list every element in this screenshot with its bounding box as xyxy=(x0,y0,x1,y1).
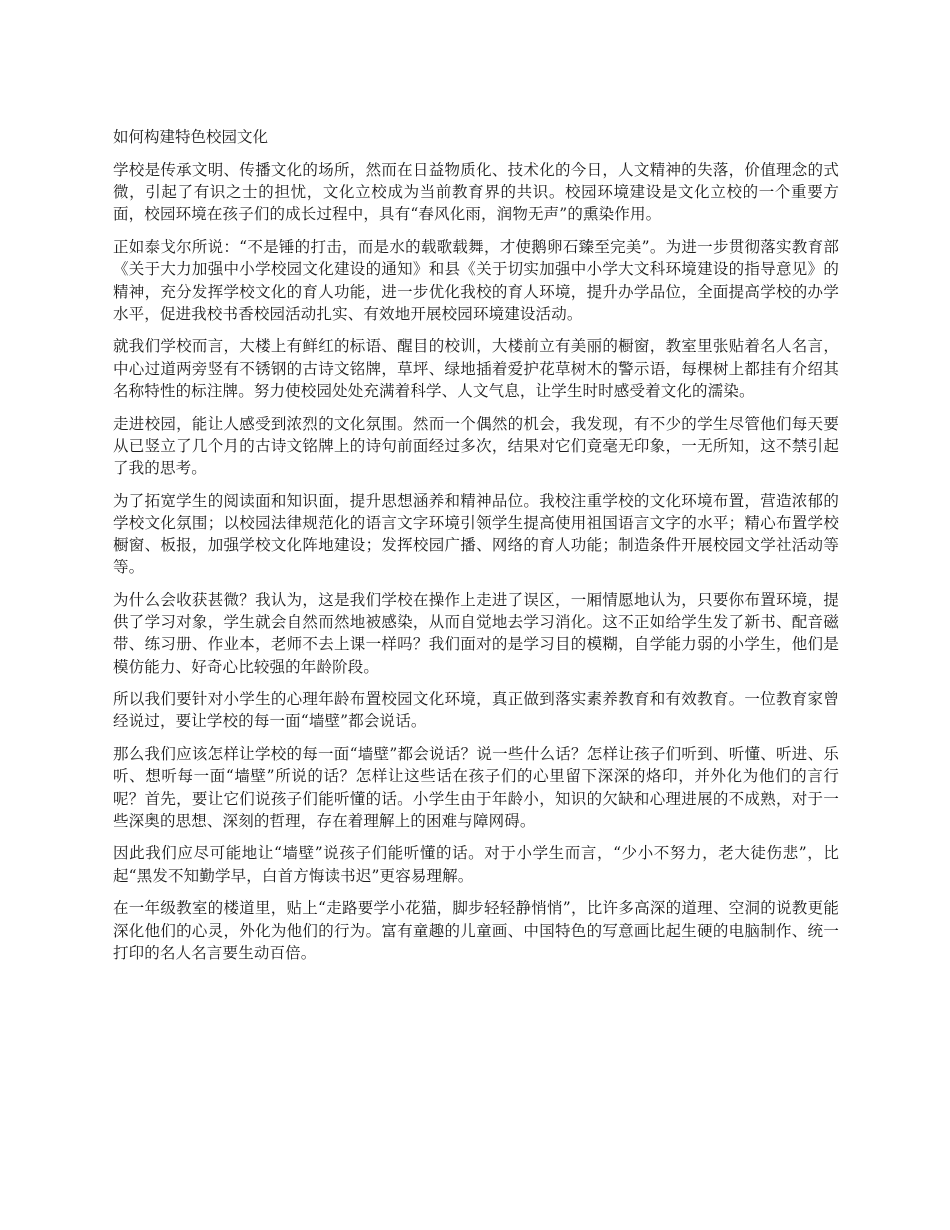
paragraph-2: 正如泰戈尔所说：“不是锤的打击，而是水的载歌载舞，才使鹅卵石臻至完美”。为进一步贯彻落实教育部《关于大力加强中小学校园文化建设的通知》和县《关于切实加强中小学大文科环境建设的指导意见》的精神，充分发挥学校文化的育人功能，进一步优化我校的育人环境，提升办学品位，全面提高学校的办学水平，促进我校书香校园活动扎实、有效地开展校园环境建设活动。 xyxy=(113,238,839,323)
paragraph-1: 学校是传承文明、传播文化的场所，然而在日益物质化、技术化的今日，人文精神的失落，价值理念的式微，引起了有识之士的担忧，文化立校成为当前教育界的共识。校园环境建设是文化立校的一个重要方面，校园环境在孩子们的成长过程中，具有“春风化雨，润物无声”的熏染作用。 xyxy=(113,161,839,224)
document-title: 如何构建特色校园文化 xyxy=(113,128,269,146)
document-page xyxy=(113,126,839,975)
paragraph-3: 就我们学校而言，大楼上有鲜红的标语、醒目的校训，大楼前立有美丽的橱窗，教室里张贴着名人名言，中心过道两旁竖有不锈钢的古诗文铭牌，草坪、绿地插着爱护花草树木的警示语，每棵树上都挂有介绍其名称特性的标注牌。努力使校园处处充满着科学、人文气息，让学生时时感受着文化的濡染。 xyxy=(113,337,839,400)
paragraph-9: 因此我们应尽可能地让“墙壁”说孩子们能听懂的话。对于小学生而言，“少小不努力，老大徒伤悲”，比起“黑发不知勤学早，白首方悔读书迟”更容易理解。 xyxy=(113,844,839,885)
paragraph-5: 为了拓宽学生的阅读面和知识面，提升思想涵养和精神品位。我校注重学校的文化环境布置，营造浓郁的学校文化氛围；以校园法律规范化的语言文字环境引领学生提高使用祖国语言文字的水平；精心布置学校橱窗、板报，加强学校文化阵地建设；发挥校园广播、网络的育人功能；制造条件开展校园文学社活动等等。 xyxy=(113,491,839,577)
paragraph-6: 为什么会收获甚微？我认为，这是我们学校在操作上走进了误区，一厢情愿地认为，只要你布置环境，提供了学习对象，学生就会自然而然地被感染，从而自觉地去学习消化。这不正如给学生发了新书、配音磁带、练习册、作业本，老师不去上课一样吗？我们面对的是学习目的模糊，自学能力弱的小学生，他们是模仿能力、好奇心比较强的年龄阶段。 xyxy=(113,590,839,676)
paragraph-8: 那么我们应该怎样让学校的每一面“墙壁”都会说话？说一些什么话？怎样让孩子们听到、听懂、听进、乐听、想听每一面“墙壁”所说的话？怎样让这些话在孩子们的心里留下深深的烙印，并外化为他们的言行呢？首先，要让它们说孩子们能听懂的话。小学生由于年龄小，知识的欠缺和心理进展的不成熟，对于一些深奥的思想、深刻的哲理，存在着理解上的困难与障网碍。 xyxy=(113,745,839,830)
paragraph-7: 所以我们要针对小学生的心理年龄布置校园文化环境，真正做到落实素养教育和有效教育。一位教育家曾经说过，要让学校的每一面“墙壁”都会说话。 xyxy=(113,690,839,731)
paragraph-4: 走进校园，能让人感受到浓烈的文化氛围。然而一个偶然的机会，我发现，有不少的学生尽管他们每天要从已竖立了几个月的古诗文铭牌上的诗句前面经过多次，结果对它们竟毫无印象，一无所知，这不禁引起了我的思考。 xyxy=(113,414,839,477)
paragraph-10: 在一年级教室的楼道里，贴上“走路要学小花猫，脚步轻轻静悄悄”，比许多高深的道理、空洞的说教更能深化他们的心灵，外化为他们的行为。富有童趣的儿童画、中国特色的写意画比起生硬的电脑制作、统一打印的名人名言要生动百倍。 xyxy=(113,899,839,962)
